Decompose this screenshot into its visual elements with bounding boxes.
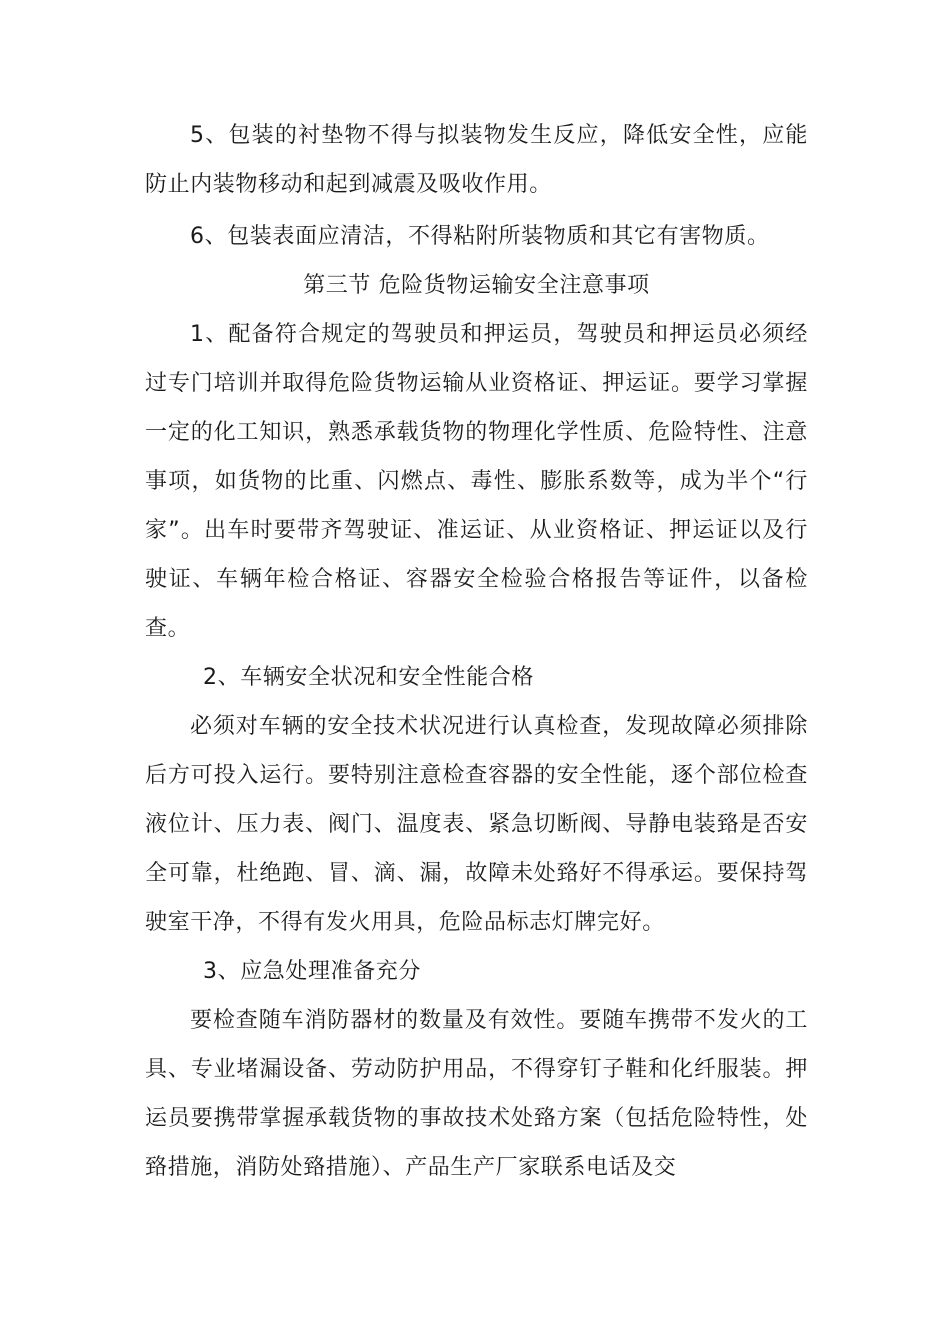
subheading-item-2: 2、车辆安全状况和安全性能合格 [203,665,534,690]
section-heading: 第三节 危险货物运输安全注意事项 [303,273,650,298]
document-body [145,111,808,1192]
paragraph-item-1: 1、配备符合规定的驾驶员和押运员，驾驶员和押运员必须经过专门培训并取得危险货物运输从业资格证、押运证。要学习掌握一定的化工知识，熟悉承载货物的物理化学性质、危险特性、注意事项，如货物的比重、闪燃点、毒性、膨胀系数等，成为半个“行家”。出车时要带齐驾驶证、准运证、从业资格证、押运证以及行驶证、车辆年检合格证、容器安全检验合格报告等证件，以备检查。 [145,322,808,641]
paragraph-emergency-prep: 要检查随车消防器材的数量及有效性。要随车携带不发火的工具、专业堵漏设备、劳动防护用品，不得穿钉子鞋和化纤服装。押运员要携带掌握承载货物的事故技术处臵方案（包括危险特性，处臵措施，消防处臵措施）、产品生产厂家联系电话及交 [145,1008,808,1180]
paragraph-item-6: 6、包装表面应清洁，不得粘附所装物质和其它有害物质。 [190,224,770,249]
paragraph-item-5: 5、包装的衬垫物不得与拟装物发生反应，降低安全性，应能防止内装物移动和起到减震及吸收作用。 [145,123,808,197]
subheading-item-3: 3、应急处理准备充分 [203,959,421,984]
paragraph-vehicle-check: 必须对车辆的安全技术状况进行认真检查，发现故障必须排除后方可投入运行。要特别注意检查容器的安全性能，逐个部位检查液位计、压力表、阀门、温度表、紧急切断阀、导静电装臵是否安全可靠，杜绝跑、冒、滴、漏，故障未处臵好不得承运。要保持驾驶室干净，不得有发火用具，危险品标志灯牌完好。 [145,714,808,935]
